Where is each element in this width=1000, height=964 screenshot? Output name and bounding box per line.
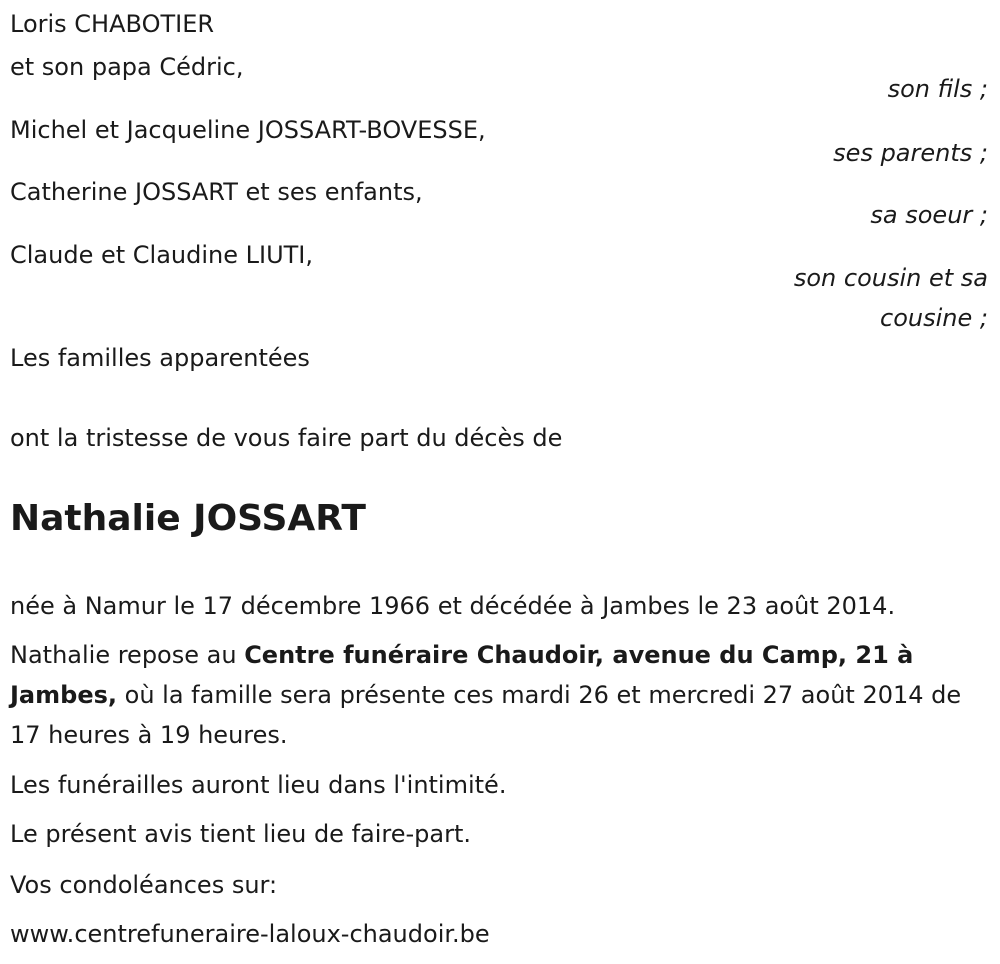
role-son-fils: son fils ; — [887, 75, 988, 103]
announcement-text: ont la tristesse de vous faire part du décès de — [10, 424, 563, 452]
funeral-note: Les funérailles auront lieu dans l'intimité. — [10, 771, 507, 799]
family-line-parents: Michel et Jacqueline JOSSART-BOVESSE, — [10, 116, 486, 144]
notice-note: Le présent avis tient lieu de faire-part. — [10, 820, 472, 848]
repose-paragraph — [10, 635, 990, 755]
role-cousin-line1: son cousin et sa — [793, 264, 988, 292]
family-line-relatives: Les familles apparentées — [10, 344, 310, 372]
condolences-website: www.centrefuneraire-laloux-chaudoir.be — [10, 920, 490, 948]
family-line-cousins: Claude et Claudine LIUTI, — [10, 241, 314, 269]
family-line-sister: Catherine JOSSART et ses enfants, — [10, 178, 423, 206]
condolences-label: Vos condoléances sur: — [10, 871, 278, 899]
deceased-name: Nathalie JOSSART — [10, 498, 366, 539]
role-ses-parents: ses parents ; — [833, 139, 988, 167]
role-cousin-line2: cousine ; — [880, 304, 988, 332]
repose-place: Centre funéraire Chaudoir, avenue du Camp, 21 à Jambes, — [10, 641, 914, 709]
birth-death-dates: née à Namur le 17 décembre 1966 et décédée à Jambes le 23 août 2014. — [10, 592, 896, 620]
family-line-loris: Loris CHABOTIER — [10, 10, 215, 38]
role-sa-soeur: sa soeur ; — [870, 201, 988, 229]
family-line-cedric: et son papa Cédric, — [10, 53, 244, 81]
repose-intro: Nathalie repose au — [10, 641, 245, 669]
repose-rest: où la famille sera présente ces mardi 26 et mercredi 27 août 2014 de 17 heures à 19 heures. — [10, 681, 962, 749]
